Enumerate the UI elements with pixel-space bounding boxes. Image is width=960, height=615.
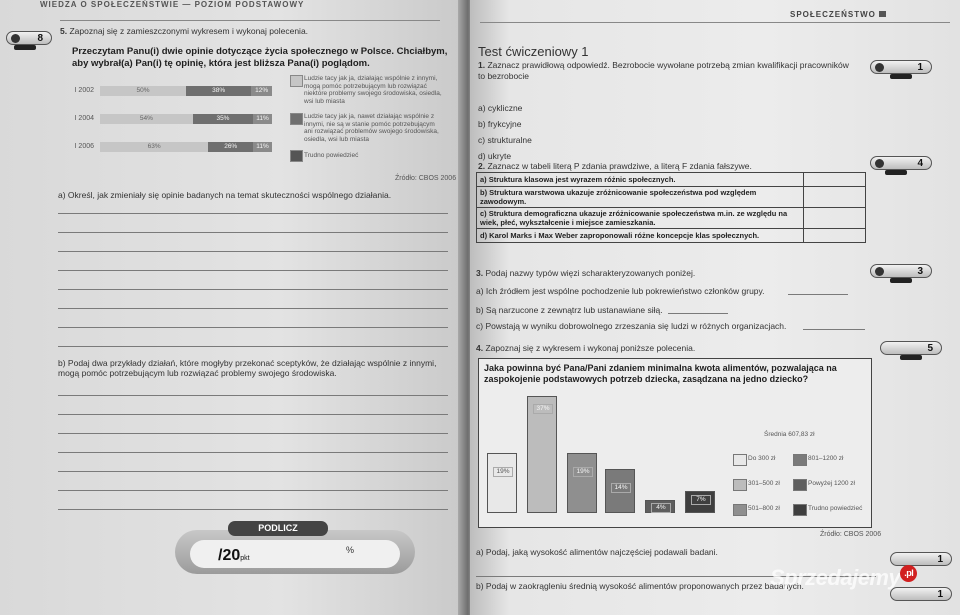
pill-tab — [14, 45, 36, 50]
year-label: I 2004 — [74, 115, 94, 122]
alimony-chart-frame — [478, 358, 872, 528]
answer-line[interactable] — [788, 294, 848, 295]
bar-segment: 26% — [208, 142, 253, 152]
header-rule — [480, 22, 950, 23]
watermark-logo: Sprzedajemy .pl — [770, 565, 917, 591]
answer-line[interactable] — [58, 327, 448, 328]
bar-value-label: 4% — [651, 503, 671, 513]
bar-plot — [479, 387, 729, 513]
answer-line[interactable] — [58, 270, 448, 271]
score-pill: 8 — [6, 31, 52, 45]
q2-text: 2. Zaznacz w tabeli literą P zdania prawdziwe, a literą F zdania fałszywe. — [478, 161, 752, 171]
right-header: SPOŁECZEŃSTWO — [790, 10, 886, 19]
score-pill: 3 — [870, 264, 932, 278]
table-row — [477, 208, 866, 229]
table-row — [477, 173, 866, 187]
bar-segment: 63% — [100, 142, 208, 152]
dot-icon — [875, 159, 884, 168]
mean-annotation: Średnia 607,83 zł — [764, 431, 815, 438]
q3-item: c) Powstają w wyniku dobrowolnego zrzeszania się ludzi w różnych organizacjach. — [476, 321, 787, 331]
q4-part-b: b) Podaj w zaokrągleniu średnią wysokość alimentów proponowanych przez badanych. — [476, 581, 804, 591]
legend-swatch — [290, 113, 303, 125]
score-pill: 1 — [870, 60, 932, 74]
right-page — [470, 0, 960, 615]
answer-cell[interactable] — [804, 208, 866, 229]
legend-label: Trudno powiedzieć — [808, 505, 863, 512]
answer-line[interactable] — [58, 308, 448, 309]
chart-bar — [487, 453, 517, 513]
year-label: I 2002 — [74, 87, 94, 94]
statement: c) Struktura demograficzna ukazuje zróżnicowanie społeczeństwa m.in. ze względu na wiek, płeć, wykształcenie i miejsce zamieszkania. — [477, 208, 804, 229]
bar-segment: 50% — [100, 86, 186, 96]
header-square-icon — [879, 11, 886, 17]
q1-option[interactable]: b) frykcyjne — [478, 119, 522, 129]
answer-line[interactable] — [58, 433, 448, 434]
pill-tab — [900, 355, 922, 360]
legend-swatch — [290, 75, 303, 87]
answer-line[interactable] — [58, 414, 448, 415]
legend-label: Do 300 zł — [748, 455, 776, 462]
bar-value-label: 19% — [493, 467, 513, 477]
bar-segment: 35% — [193, 114, 253, 124]
score-pill: 1 — [890, 552, 952, 566]
bar-value-label: 19% — [573, 467, 593, 477]
statement: d) Karol Marks i Max Weber zaproponowali różne koncepcje klas społecznych. — [477, 229, 804, 243]
chart-title: Jaka powinna być Pana/Pani zdaniem minimalna kwota alimentów, pozwalająca na zaspokojenie podstawowych potrzeb dziecka, zasądzana na jedno dziecko? — [484, 363, 837, 384]
legend-swatch — [733, 479, 747, 491]
legend-swatch — [290, 150, 303, 162]
bar-segment: 54% — [100, 114, 193, 124]
bar-segment: 11% — [253, 142, 272, 152]
source-label: Źródło: CBOS 2006 — [395, 175, 457, 182]
q3-item: b) Są narzucone z zewnątrz lub ustanawiane siłą. — [476, 305, 663, 315]
answer-line[interactable] — [58, 346, 448, 347]
legend-label: Powyżej 1200 zł — [808, 480, 855, 487]
q3-item: a) Ich źródłem jest wspólne pochodzenie lub pokrewieństwo członków grupy. — [476, 286, 765, 296]
q3-text: 3. Podaj nazwy typów więzi scharakteryzowanych poniżej. — [476, 268, 696, 278]
part-b-prompt: b) Podaj dwa przykłady działań, które mogłyby przekonać sceptyków, że działając wspólnie z innymi, mogą pomóc potrzebującym lub rozwiązać problemy swojego środowiska. — [58, 358, 437, 378]
bar-value-label: 14% — [611, 483, 631, 493]
bar-value-label: 7% — [691, 495, 711, 505]
true-false-table — [476, 172, 866, 243]
chart-source: Źródło: CBOS 2006 — [820, 531, 882, 538]
legend-text-2: Ludzie tacy jak ja, nawet działając wspólnie z innymi, nie są w stanie pomóc potrzebującym ani rozwiązać problemów swojego środowiska, osiedla, wsi lub miasta — [304, 113, 439, 143]
table-row — [477, 187, 866, 208]
score-pill: 1 — [890, 587, 952, 601]
q1-option[interactable]: d) ukryte — [478, 151, 512, 161]
task5-instruction: 5. Zapoznaj się z zamieszczonymi wykresem i wykonaj polecenia. — [60, 26, 309, 36]
chart-bar — [567, 453, 597, 513]
q4-part-a: a) Podaj, jaką wysokość alimentów najczęściej podawali badani. — [476, 547, 718, 557]
legend-label: 501–800 zł — [748, 505, 780, 512]
score-pill: 5 — [880, 341, 942, 355]
legend-swatch — [793, 454, 807, 466]
q1-option[interactable]: c) strukturalne — [478, 135, 532, 145]
legend-text-1: Ludzie tacy jak ja, działając wspólnie z innymi, mogą pomóc potrzebującym lub rozwiązać niektóre problemy swojego środowiska, osiedla, wsi lub miasta — [304, 75, 442, 105]
header-rule — [60, 20, 440, 21]
left-header: WIEDZA O SPOŁECZEŃSTWIE — POZIOM PODSTAWOWY — [40, 0, 305, 9]
q1-text: 1. Zaznacz prawidłową odpowiedź. Bezrobocie wywołane potrzebą zmian kwalifikacji pracowników to bezrobocie — [478, 60, 849, 81]
table-row — [477, 229, 866, 243]
bar-segment: 11% — [253, 114, 272, 124]
pill-tab — [890, 74, 912, 79]
answer-line[interactable] — [58, 289, 448, 290]
left-page — [0, 0, 468, 615]
answer-line[interactable] — [668, 313, 728, 314]
bar-segment: 38% — [186, 86, 251, 96]
legend-label: 301–500 zł — [748, 480, 780, 487]
bar-segment: 12% — [251, 86, 272, 96]
legend-swatch — [793, 479, 807, 491]
part-a-prompt: a) Określ, jak zmieniały się opinie badanych na temat skuteczności wspólnego działania. — [58, 190, 392, 200]
answer-line[interactable] — [58, 471, 448, 472]
dot-icon — [875, 63, 884, 72]
test-title: Test ćwiczeniowy 1 — [478, 44, 589, 59]
answer-line[interactable] — [58, 232, 448, 233]
dot-icon — [11, 34, 20, 43]
legend-text-3: Trudno powiedzieć — [304, 152, 359, 159]
legend-swatch — [733, 504, 747, 516]
podlicz-percent: % — [346, 545, 355, 555]
answer-line[interactable] — [58, 251, 448, 252]
dot-icon — [875, 267, 884, 276]
legend-swatch — [793, 504, 807, 516]
year-label: I 2006 — [74, 143, 94, 150]
q4-text: 4. Zapoznaj się z wykresem i wykonaj poniższe polecenia. — [476, 343, 696, 353]
statement: b) Struktura warstwowa ukazuje zróżnicowanie społeczeństwa pod względem zawodowym. — [477, 187, 804, 208]
legend-label: 801–1200 zł — [808, 455, 844, 462]
legend-swatch — [733, 454, 747, 466]
answer-line[interactable] — [58, 490, 448, 491]
bar-value-label: 37% — [533, 404, 553, 414]
answer-line[interactable] — [58, 213, 448, 214]
answer-line[interactable] — [58, 452, 448, 453]
statement: a) Struktura klasowa jest wyrazem różnic społecznych. — [477, 173, 804, 187]
answer-line[interactable] — [803, 329, 865, 330]
pill-tab — [885, 170, 907, 175]
score-pill: 4 — [870, 156, 932, 170]
chart-question: Przeczytam Panu(i) dwie opinie dotyczące życia społecznego w Polsce. Chciałbym, aby wybrał(a) Pan(i) tę opinię, która jest bliższa Pana(i) poglądom. — [72, 46, 448, 69]
podlicz-total: /20pkt — [218, 547, 250, 564]
answer-cell[interactable] — [804, 187, 866, 208]
answer-cell[interactable] — [804, 229, 866, 243]
answer-line[interactable] — [58, 395, 448, 396]
q1-option[interactable]: a) cykliczne — [478, 103, 523, 113]
answer-line[interactable] — [58, 509, 448, 510]
pill-tab — [890, 278, 912, 283]
podlicz-label: PODLICZ — [228, 521, 328, 536]
answer-cell[interactable] — [804, 173, 866, 187]
